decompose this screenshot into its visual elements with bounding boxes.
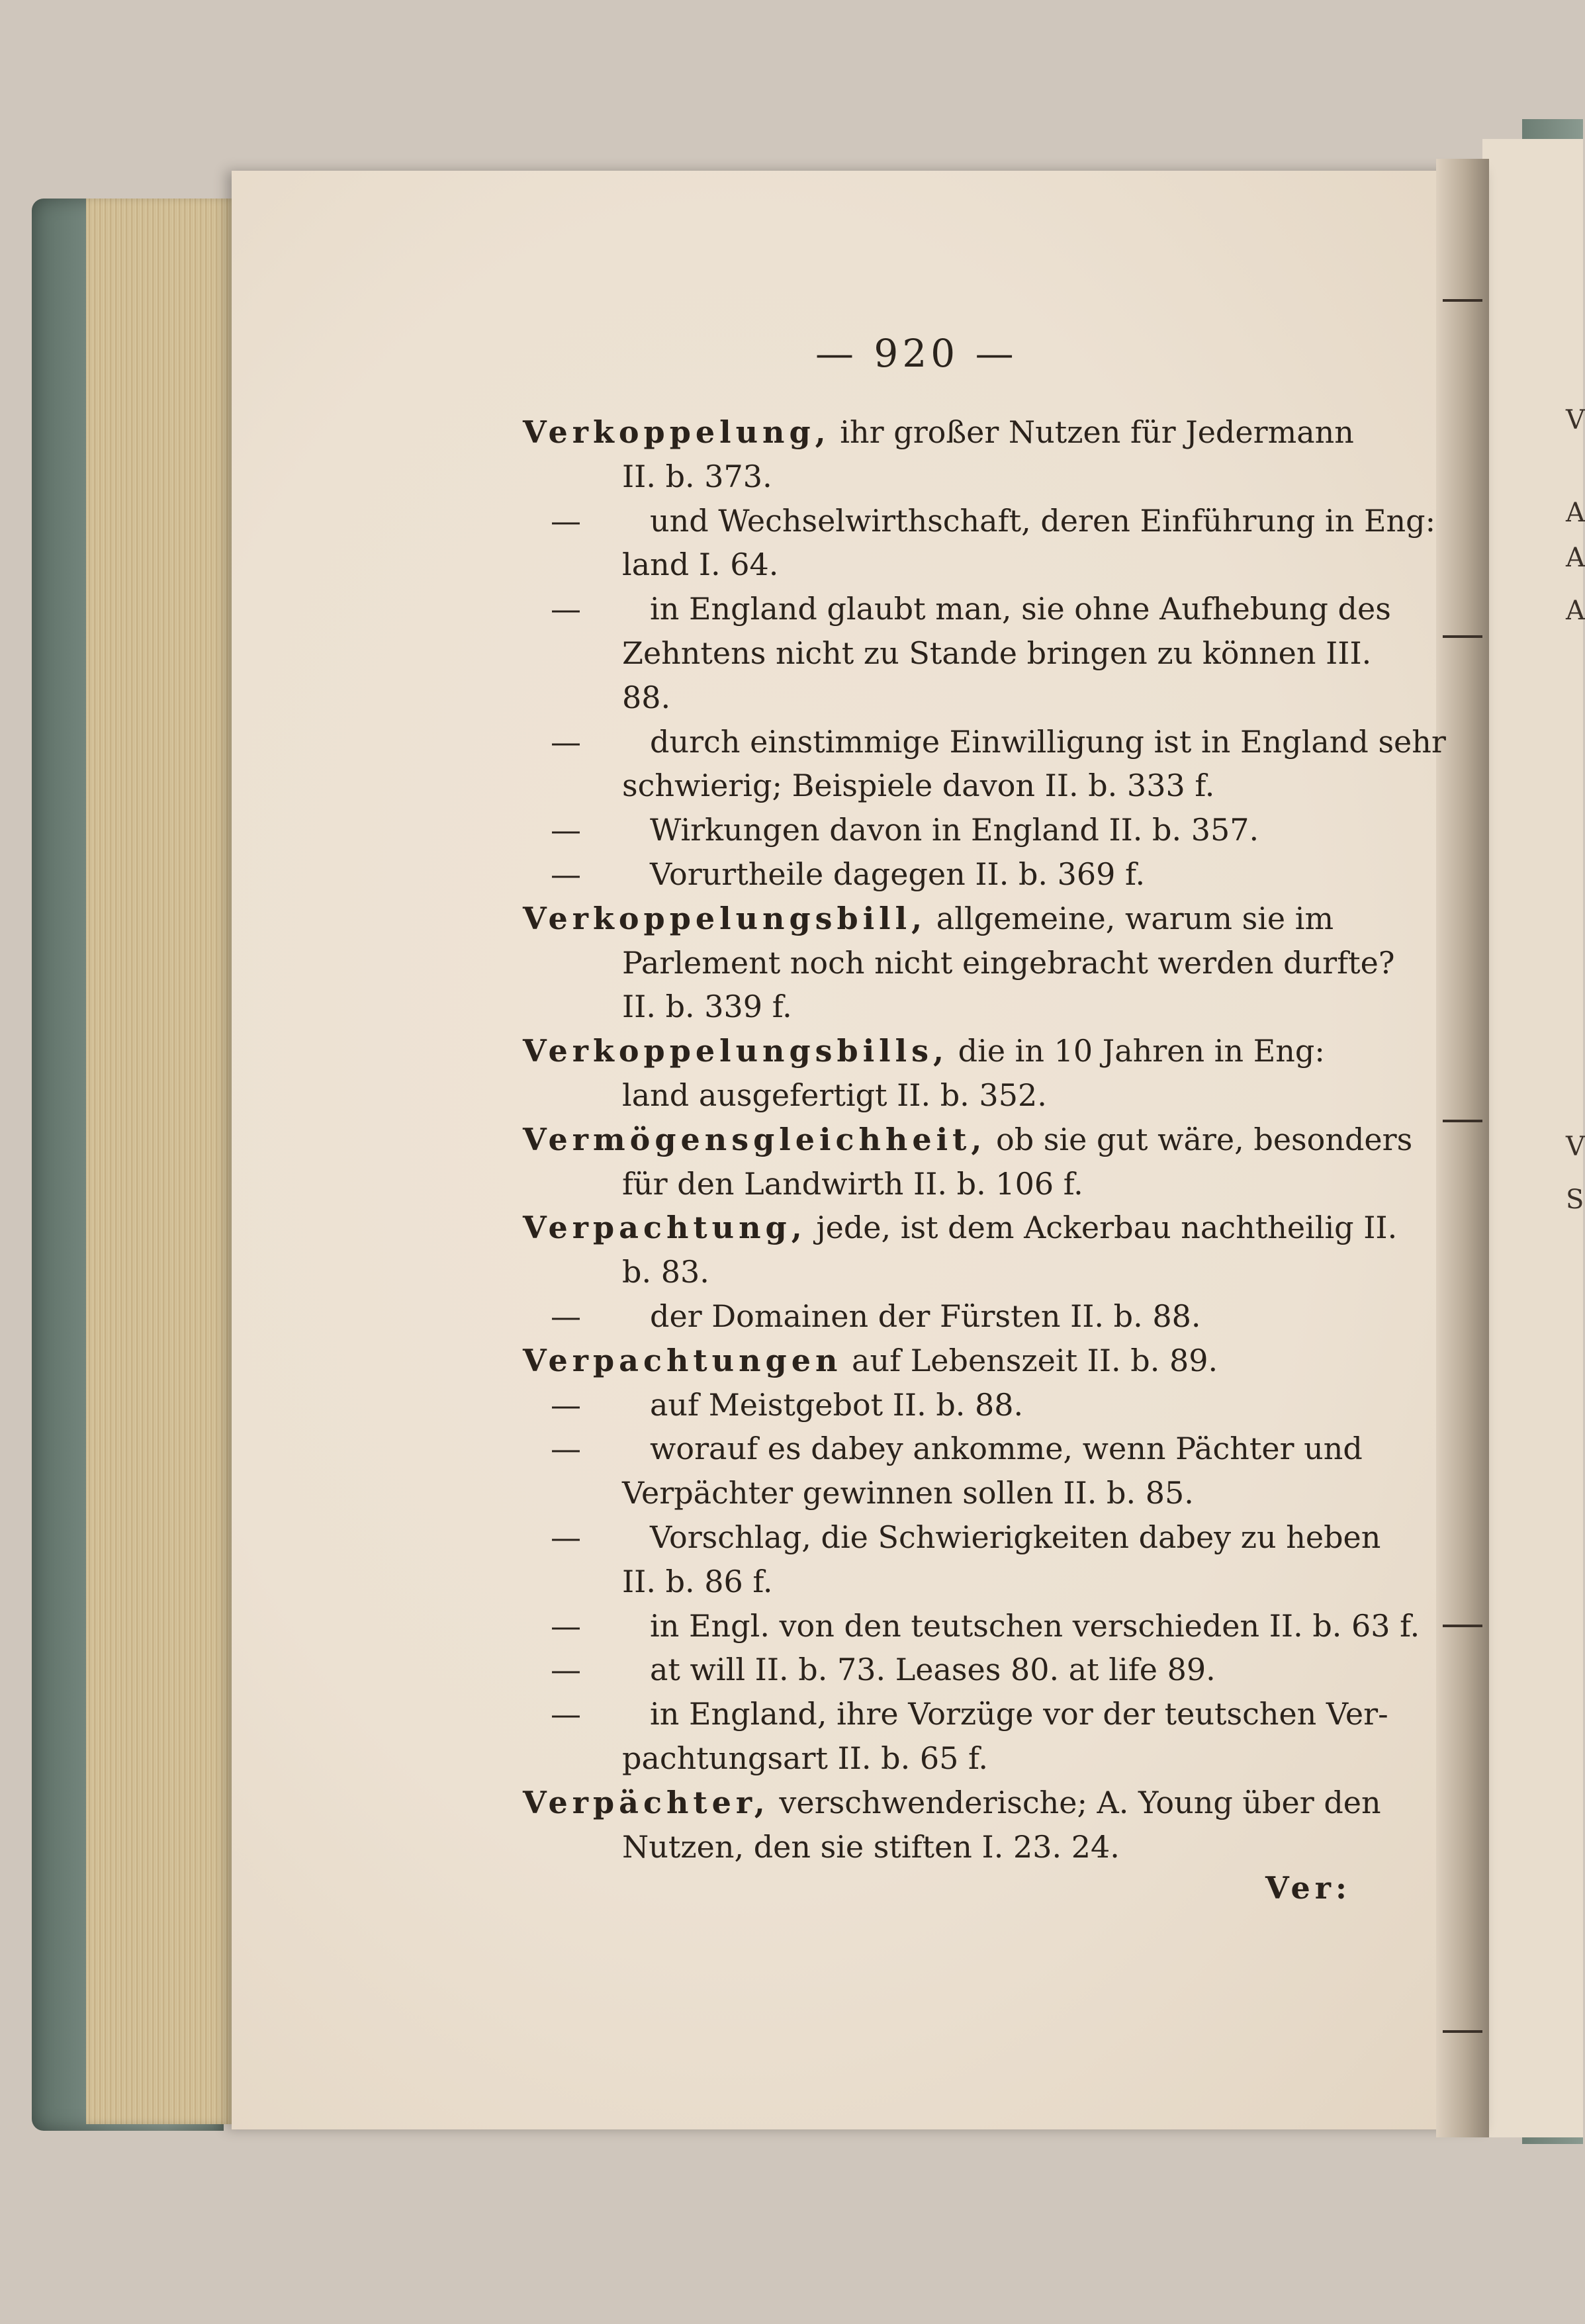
subentry-dash: — <box>551 1298 581 1334</box>
subentry-dash: — <box>551 1519 581 1555</box>
entry-keyword: Verkoppelungsbill, <box>523 900 927 936</box>
continuation-text: land I. 64. <box>622 547 779 583</box>
continuation-line <box>523 1560 1343 1604</box>
subentry-dash: — <box>551 812 581 848</box>
entry-text: verschwenderische; A. Young über den <box>769 1784 1381 1820</box>
continuation-text: land ausgefertigt II. b. 352. <box>622 1077 1047 1113</box>
subentry-dash: — <box>551 502 581 539</box>
subentry-text: und Wechselwirthschaft, deren Einführung in Eng: <box>650 502 1436 539</box>
continuation-line <box>523 1073 1343 1118</box>
subentry-line <box>523 808 1343 852</box>
entry-text: allgemeine, warum sie im <box>927 900 1334 936</box>
facing-edge-char: A <box>1566 543 1585 573</box>
continuation-text: 88. <box>622 679 671 715</box>
subentry-line <box>523 852 1343 897</box>
continuation-line <box>523 455 1343 499</box>
subentry-text: Wirkungen davon in England II. b. 357. <box>650 812 1259 848</box>
continuation-text: pachtungsart II. b. 65 f. <box>622 1740 989 1776</box>
entry-keyword: Verpachtungen <box>523 1342 842 1378</box>
continuation-line <box>523 1250 1343 1294</box>
subentry-line <box>523 499 1436 543</box>
entry-text: auf Lebenszeit II. b. 89. <box>842 1342 1218 1378</box>
entry-text: die in 10 Jahren in Eng: <box>948 1033 1325 1069</box>
subentry-text: Vorurtheile dagegen II. b. 369 f. <box>650 856 1146 892</box>
continuation-line <box>523 543 1343 587</box>
subentry-text: worauf es dabey ankomme, wenn Pächter und <box>650 1431 1363 1467</box>
gutter-mark <box>1443 2030 1482 2033</box>
continuation-line <box>523 1162 1343 1206</box>
subentry-dash: — <box>551 1431 581 1467</box>
entry-heading-line <box>523 897 1343 941</box>
continuation-line <box>523 631 1372 676</box>
subentry-dash: — <box>551 1696 581 1732</box>
subentry-line <box>523 1515 1381 1560</box>
index-entries <box>523 410 1446 1869</box>
continuation-line <box>523 676 1343 720</box>
entry-heading-line <box>523 1029 1343 1073</box>
subentry-text: at will II. b. 73. Leases 80. at life 89. <box>650 1652 1216 1688</box>
continuation-line <box>523 985 1343 1029</box>
entry-text: jede, ist dem Ackerbau nachtheilig II. <box>806 1210 1398 1246</box>
entry-keyword: Verpachtung, <box>523 1210 807 1246</box>
continuation-line <box>523 1736 1343 1781</box>
subentry-dash: — <box>551 856 581 892</box>
continuation-line <box>523 1471 1343 1515</box>
entry-heading-line <box>523 1118 1413 1162</box>
page-edges <box>86 199 238 2124</box>
subentry-dash: — <box>551 1652 581 1688</box>
page-number: — 920 — <box>815 331 1018 376</box>
facing-edge-char: S <box>1566 1184 1584 1215</box>
gutter-mark <box>1443 1120 1482 1122</box>
subentry-line <box>523 1648 1343 1692</box>
subentry-dash: — <box>551 1386 581 1423</box>
entry-heading-line <box>523 1781 1381 1825</box>
subentry-dash: — <box>551 1607 581 1644</box>
page-gutter <box>1436 159 1489 2137</box>
subentry-dash: — <box>551 591 581 627</box>
continuation-text: schwierig; Beispiele davon II. b. 333 f. <box>622 768 1215 804</box>
subentry-text: in Engl. von den teutschen verschieden II. b. 63 f. <box>650 1607 1420 1644</box>
continuation-text: II. b. 339 f. <box>622 989 792 1025</box>
entry-keyword: Verkoppelung, <box>523 414 831 450</box>
entry-text: ihr großer Nutzen für Jedermann <box>830 414 1354 450</box>
subentry-line <box>523 1383 1343 1427</box>
subentry-text: Vorschlag, die Schwierigkeiten dabey zu heben <box>650 1519 1381 1555</box>
subentry-text: durch einstimmige Einwilligung ist in England sehr <box>650 723 1446 760</box>
entry-heading-line <box>523 1339 1343 1383</box>
entry-text: ob sie gut wäre, besonders <box>986 1121 1413 1157</box>
continuation-line <box>523 941 1395 985</box>
entry-heading-line <box>523 410 1354 455</box>
continuation-text: Verpächter gewinnen sollen II. b. 85. <box>622 1475 1194 1511</box>
subentry-text: auf Meistgebot II. b. 88. <box>650 1386 1024 1423</box>
gutter-mark <box>1443 635 1482 638</box>
subentry-dash: — <box>551 723 581 760</box>
entry-keyword: Vermögensgleichheit, <box>523 1121 987 1157</box>
subentry-line <box>523 1294 1343 1339</box>
facing-edge-char: A <box>1566 498 1585 528</box>
continuation-text: b. 83. <box>622 1254 709 1290</box>
subentry-line <box>523 1692 1388 1736</box>
entry-keyword: Verpächter, <box>523 1784 770 1820</box>
continuation-text: II. b. 86 f. <box>622 1563 773 1599</box>
gutter-mark <box>1443 1625 1482 1627</box>
entry-heading-line <box>523 1206 1398 1250</box>
entry-keyword: Verkoppelungsbills, <box>523 1033 949 1069</box>
continuation-line <box>523 764 1343 808</box>
continuation-text: Nutzen, den sie stiften I. 23. 24. <box>622 1828 1120 1865</box>
continuation-text: für den Landwirth II. b. 106 f. <box>622 1165 1083 1202</box>
subentry-line <box>523 1604 1420 1648</box>
continuation-text: Parlement noch nicht eingebracht werden durfte? <box>622 944 1395 981</box>
facing-edge-char: V <box>1566 405 1585 435</box>
subentry-line <box>523 720 1446 764</box>
catchword: Ver: <box>1265 1870 1351 1906</box>
subentry-text: in England glaubt man, sie ohne Aufhebung des <box>650 591 1391 627</box>
subentry-text: der Domainen der Fürsten II. b. 88. <box>650 1298 1201 1334</box>
continuation-text: Zehntens nicht zu Stande bringen zu können III. <box>622 635 1372 671</box>
subentry-text: in England, ihre Vorzüge vor der teutschen Ver- <box>650 1696 1388 1732</box>
facing-edge-char: V <box>1566 1132 1585 1162</box>
continuation-line <box>523 1825 1343 1869</box>
subentry-line <box>523 1427 1363 1471</box>
facing-edge-char: A <box>1566 596 1585 626</box>
gutter-mark <box>1443 299 1482 302</box>
continuation-text: II. b. 373. <box>622 458 772 494</box>
subentry-line <box>523 587 1391 631</box>
